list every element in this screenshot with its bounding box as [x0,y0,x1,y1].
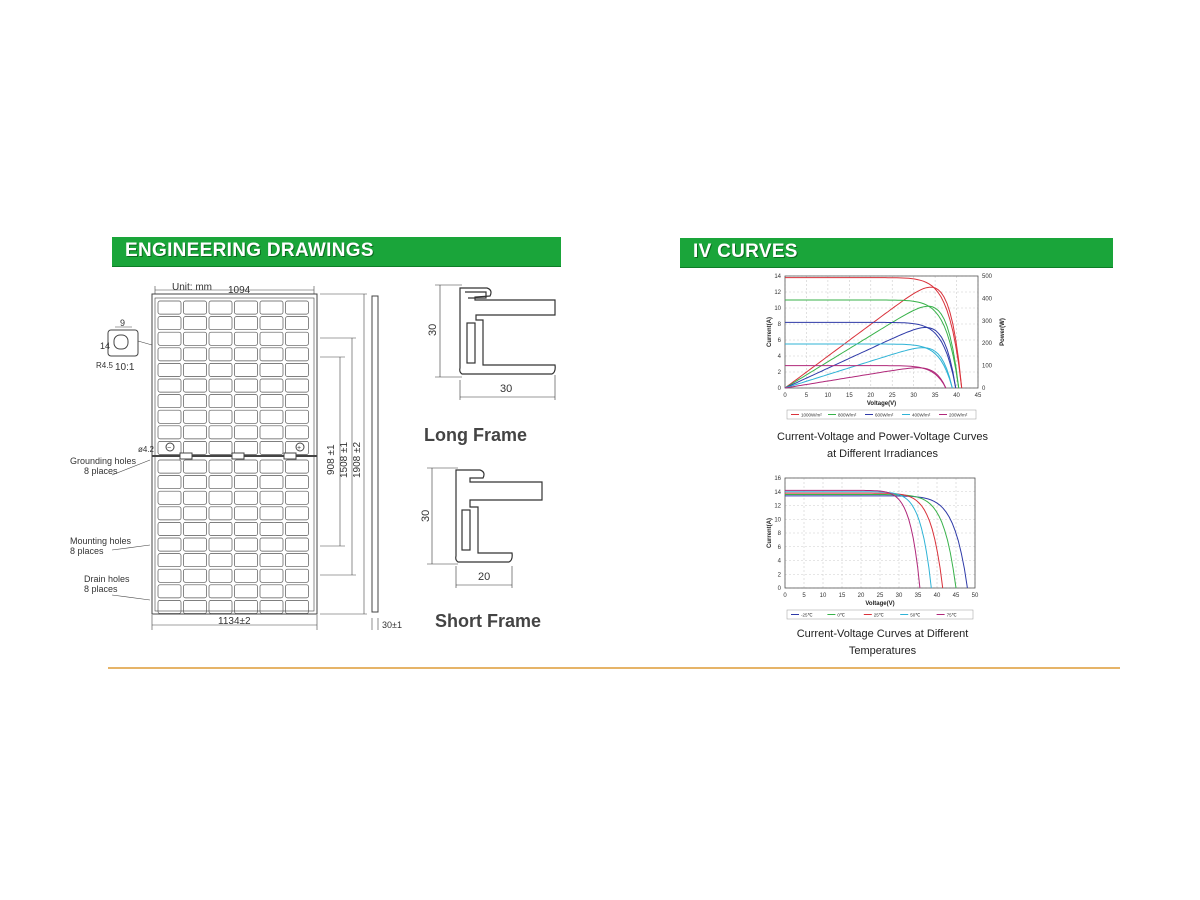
solar-cell [184,410,207,423]
solar-cell [209,600,232,613]
y-tick-label: 14 [774,274,781,280]
solar-cell [235,585,258,598]
solar-cell [209,426,232,439]
solar-cell [260,538,283,551]
x-tick-label: 25 [888,393,896,399]
panel-side-profile [372,296,378,612]
y-tick-label: 8 [777,531,781,537]
width-top-label: 1094 [228,285,251,296]
iv-curve [785,490,920,588]
dim-1508-label: 1508 ±1 [339,441,350,478]
y-tick-label: 6 [777,338,781,344]
solar-cell [235,395,258,408]
x-tick-label: 20 [857,593,865,599]
solar-cell [209,441,232,454]
solar-cell [184,426,207,439]
solar-cell [158,507,181,520]
detail-14-label: 14 [100,341,111,351]
solar-cell [184,507,207,520]
solar-cell [209,460,232,473]
x-tick-label: 35 [931,393,939,399]
detail-scale-label: 10:1 [115,362,135,373]
solar-cell [235,426,258,439]
solar-cell [184,569,207,582]
solar-cell [158,410,181,423]
y2-tick-label: 100 [982,363,993,370]
solar-cell [235,410,258,423]
dim-1908-label: 1908 ±2 [352,441,363,478]
x-tick-label: 45 [952,593,960,599]
solar-cell [235,600,258,613]
engineering-drawings-title: ENGINEERING DRAWINGS [125,240,374,261]
y-tick-label: 16 [774,476,781,482]
solar-cell [184,522,207,535]
solar-cell [260,395,283,408]
solar-cell [158,460,181,473]
solar-cell [184,348,207,361]
solar-cell [158,476,181,489]
solar-cell [184,491,207,504]
x-tick-label: 10 [819,593,827,599]
solar-cell [235,554,258,567]
solar-cell [286,379,309,392]
solar-cell [158,426,181,439]
solar-cell [260,585,283,598]
solar-cell [235,348,258,361]
x-tick-label: 35 [914,593,922,599]
solar-cell [286,554,309,567]
grounding-holes-label: Grounding holes [70,456,137,466]
long-frame-title: Long Frame [424,425,528,445]
solar-cell [286,538,309,551]
y-tick-label: 4 [777,354,781,360]
x-tick-label: 5 [802,593,806,599]
iv-curves-banner [680,238,1113,268]
y2-tick-label: 0 [982,386,986,392]
temperature-caption-line-2: Temperatures [848,645,917,657]
solar-cell [209,379,232,392]
solar-cell [158,585,181,598]
solar-cell [235,363,258,376]
solar-cell [209,301,232,314]
y-tick-label: 12 [774,503,781,510]
solar-cell [184,332,207,345]
y-tick-label: 10 [774,306,781,312]
legend-label: -25℃ [801,612,813,618]
iv-irradiance-chart [760,268,1006,428]
solar-cell [235,379,258,392]
solar-cell [260,363,283,376]
solar-cell [158,600,181,613]
legend-label: 200W/m² [949,412,968,418]
y-tick-label: 10 [774,517,781,524]
legend-label: 400W/m² [912,412,931,418]
dim-908-label: 908 ±1 [326,444,337,475]
solar-cell [235,460,258,473]
y-tick-label: 2 [777,370,781,376]
solar-cell [209,569,232,582]
legend-label: 1000W/m² [801,412,822,418]
solar-cell [286,476,309,489]
mounting-holes-count: 8 places [70,546,104,556]
y-tick-label: 6 [777,544,781,551]
solar-cell [286,395,309,408]
solar-cell [260,332,283,345]
solar-cell [286,348,309,361]
x-tick-label: 10 [824,393,832,399]
solar-cell [260,317,283,330]
drain-holes-count: 8 places [84,584,118,594]
panel-engineering-drawing [60,275,400,645]
solar-cell [209,522,232,535]
solar-cell [158,379,181,392]
iv-curve [785,492,931,588]
solar-cell [158,395,181,408]
short-frame-width: 20 [478,571,491,583]
y-tick-label: 0 [777,386,781,392]
solar-cell [184,395,207,408]
iv-temperature-chart [760,470,990,630]
solar-cell [209,538,232,551]
solar-cell [184,301,207,314]
solar-cell [260,600,283,613]
long-frame-profile [420,278,570,408]
solar-cell [184,379,207,392]
iv-curve [785,322,956,388]
solar-cell [260,569,283,582]
x-tick-label: 15 [845,393,853,399]
solar-cell [184,460,207,473]
legend-label: 600W/m² [875,412,894,418]
y2-tick-label: 400 [982,296,993,303]
iv-curves-title: IV CURVES [693,241,798,262]
solar-cell [286,363,309,376]
solar-cell [158,554,181,567]
y-tick-label: 14 [774,489,781,496]
power-curve [785,368,946,388]
x-tick-label: 30 [910,393,918,399]
plus-symbol: + [297,445,302,452]
solar-cell [184,600,207,613]
solar-cell [260,522,283,535]
legend-label: 50℃ [910,612,921,618]
solar-cell [286,507,309,520]
y2-tick-label: 300 [982,318,993,325]
solar-cell [209,410,232,423]
y2-axis-label: Power(W) [1000,318,1006,346]
solar-cell [235,491,258,504]
solar-cell [235,317,258,330]
solar-cell [184,363,207,376]
solar-cell [260,301,283,314]
solar-cell [158,491,181,504]
solar-cell [158,348,181,361]
solar-cell [158,538,181,551]
solar-cell [209,554,232,567]
solar-cell [209,332,232,345]
legend-label: 75℃ [946,612,957,618]
x-axis-label: Voltage(V) [865,601,895,607]
solar-cell [260,348,283,361]
solar-cell [260,491,283,504]
bottom-divider [108,667,1120,669]
solar-cell [260,441,283,454]
solar-cell [184,317,207,330]
y-tick-label: 8 [777,322,781,328]
x-tick-label: 0 [783,393,787,399]
detail-radius-label: R4.5 [96,361,113,370]
x-tick-label: 50 [971,593,979,599]
solar-cell [286,410,309,423]
solar-cell [286,426,309,439]
mounting-holes-label: Mounting holes [70,536,132,546]
legend-label: 25℃ [873,612,884,618]
solar-cell [260,554,283,567]
solar-cell [286,460,309,473]
width-bottom-label: 1134±2 [218,616,251,627]
solar-cell [158,569,181,582]
solar-cell [260,379,283,392]
drain-holes-label: Drain holes [84,574,130,584]
grounding-holes-count: 8 places [84,466,118,476]
solar-cell [235,522,258,535]
solar-cell [235,538,258,551]
solar-cell [184,554,207,567]
x-tick-label: 15 [838,593,846,599]
solar-cell [158,301,181,314]
x-axis-label: Voltage(V) [866,401,897,407]
solar-cell [260,476,283,489]
power-curve [785,328,956,389]
solar-cell [184,585,207,598]
solar-cell [286,491,309,504]
hole-diameter-label: ø4.2 [138,445,155,454]
short-frame-title: Short Frame [435,611,542,631]
y-tick-label: 4 [777,558,781,565]
temperature-chart-caption [740,626,1025,660]
solar-cell [235,476,258,489]
x-tick-label: 30 [895,593,903,599]
solar-cell [260,507,283,520]
x-tick-label: 25 [876,593,884,599]
power-curve [785,348,952,388]
x-tick-label: 5 [804,393,809,399]
minus-symbol: − [167,445,172,452]
x-tick-label: 20 [867,393,875,399]
y-tick-label: 12 [774,290,781,296]
solar-cell [286,317,309,330]
legend-label: 0℃ [837,612,845,618]
detail-9-label: 9 [120,318,126,328]
solar-cell [209,491,232,504]
y-tick-label: 2 [777,572,781,579]
solar-cell [158,522,181,535]
irradiance-caption-line-2: at Different Irradiances [826,448,939,460]
solar-cell [260,460,283,473]
solar-cell [260,410,283,423]
solar-cell [209,507,232,520]
y2-tick-label: 500 [982,274,993,280]
solar-cell [260,426,283,439]
temperature-caption-line-1: Current-Voltage Curves at Different [796,628,969,640]
solar-cell [158,363,181,376]
solar-cell [209,585,232,598]
engineering-drawings-banner [112,237,561,267]
iv-curve [785,493,943,588]
y-axis-label: Current(A) [767,317,773,347]
thickness-label: 30±1 [382,620,402,630]
x-tick-label: 40 [953,393,960,399]
short-frame-height: 30 [420,509,432,522]
solar-cell [235,507,258,520]
solar-cell [158,332,181,345]
solar-cell [286,585,309,598]
solar-cell [235,332,258,345]
irradiance-chart-caption [740,429,1025,463]
iv-curve [785,496,967,588]
solar-cell [184,476,207,489]
y2-tick-label: 200 [982,341,993,348]
solar-cell [209,348,232,361]
short-frame-profile [415,462,550,592]
y-axis-label: Current(A) [767,518,773,548]
solar-cell [235,569,258,582]
x-tick-label: 0 [783,593,787,599]
solar-cell [209,395,232,408]
solar-cell [158,317,181,330]
legend-label: 800W/m² [838,412,857,418]
x-tick-label: 45 [974,393,982,399]
solar-cell [286,301,309,314]
y-tick-label: 0 [777,586,781,592]
long-frame-height: 30 [427,323,439,336]
unit-label: Unit: mm [172,282,212,293]
solar-cell [209,363,232,376]
solar-cell [286,569,309,582]
solar-cell [286,600,309,613]
x-tick-label: 40 [933,593,941,599]
irradiance-caption-line-1: Current-Voltage and Power-Voltage Curves [777,431,988,443]
solar-cell [286,332,309,345]
solar-cell [184,538,207,551]
solar-cell [235,301,258,314]
solar-cell [286,522,309,535]
long-frame-width: 30 [500,383,513,395]
solar-cell [209,476,232,489]
solar-cell [209,317,232,330]
